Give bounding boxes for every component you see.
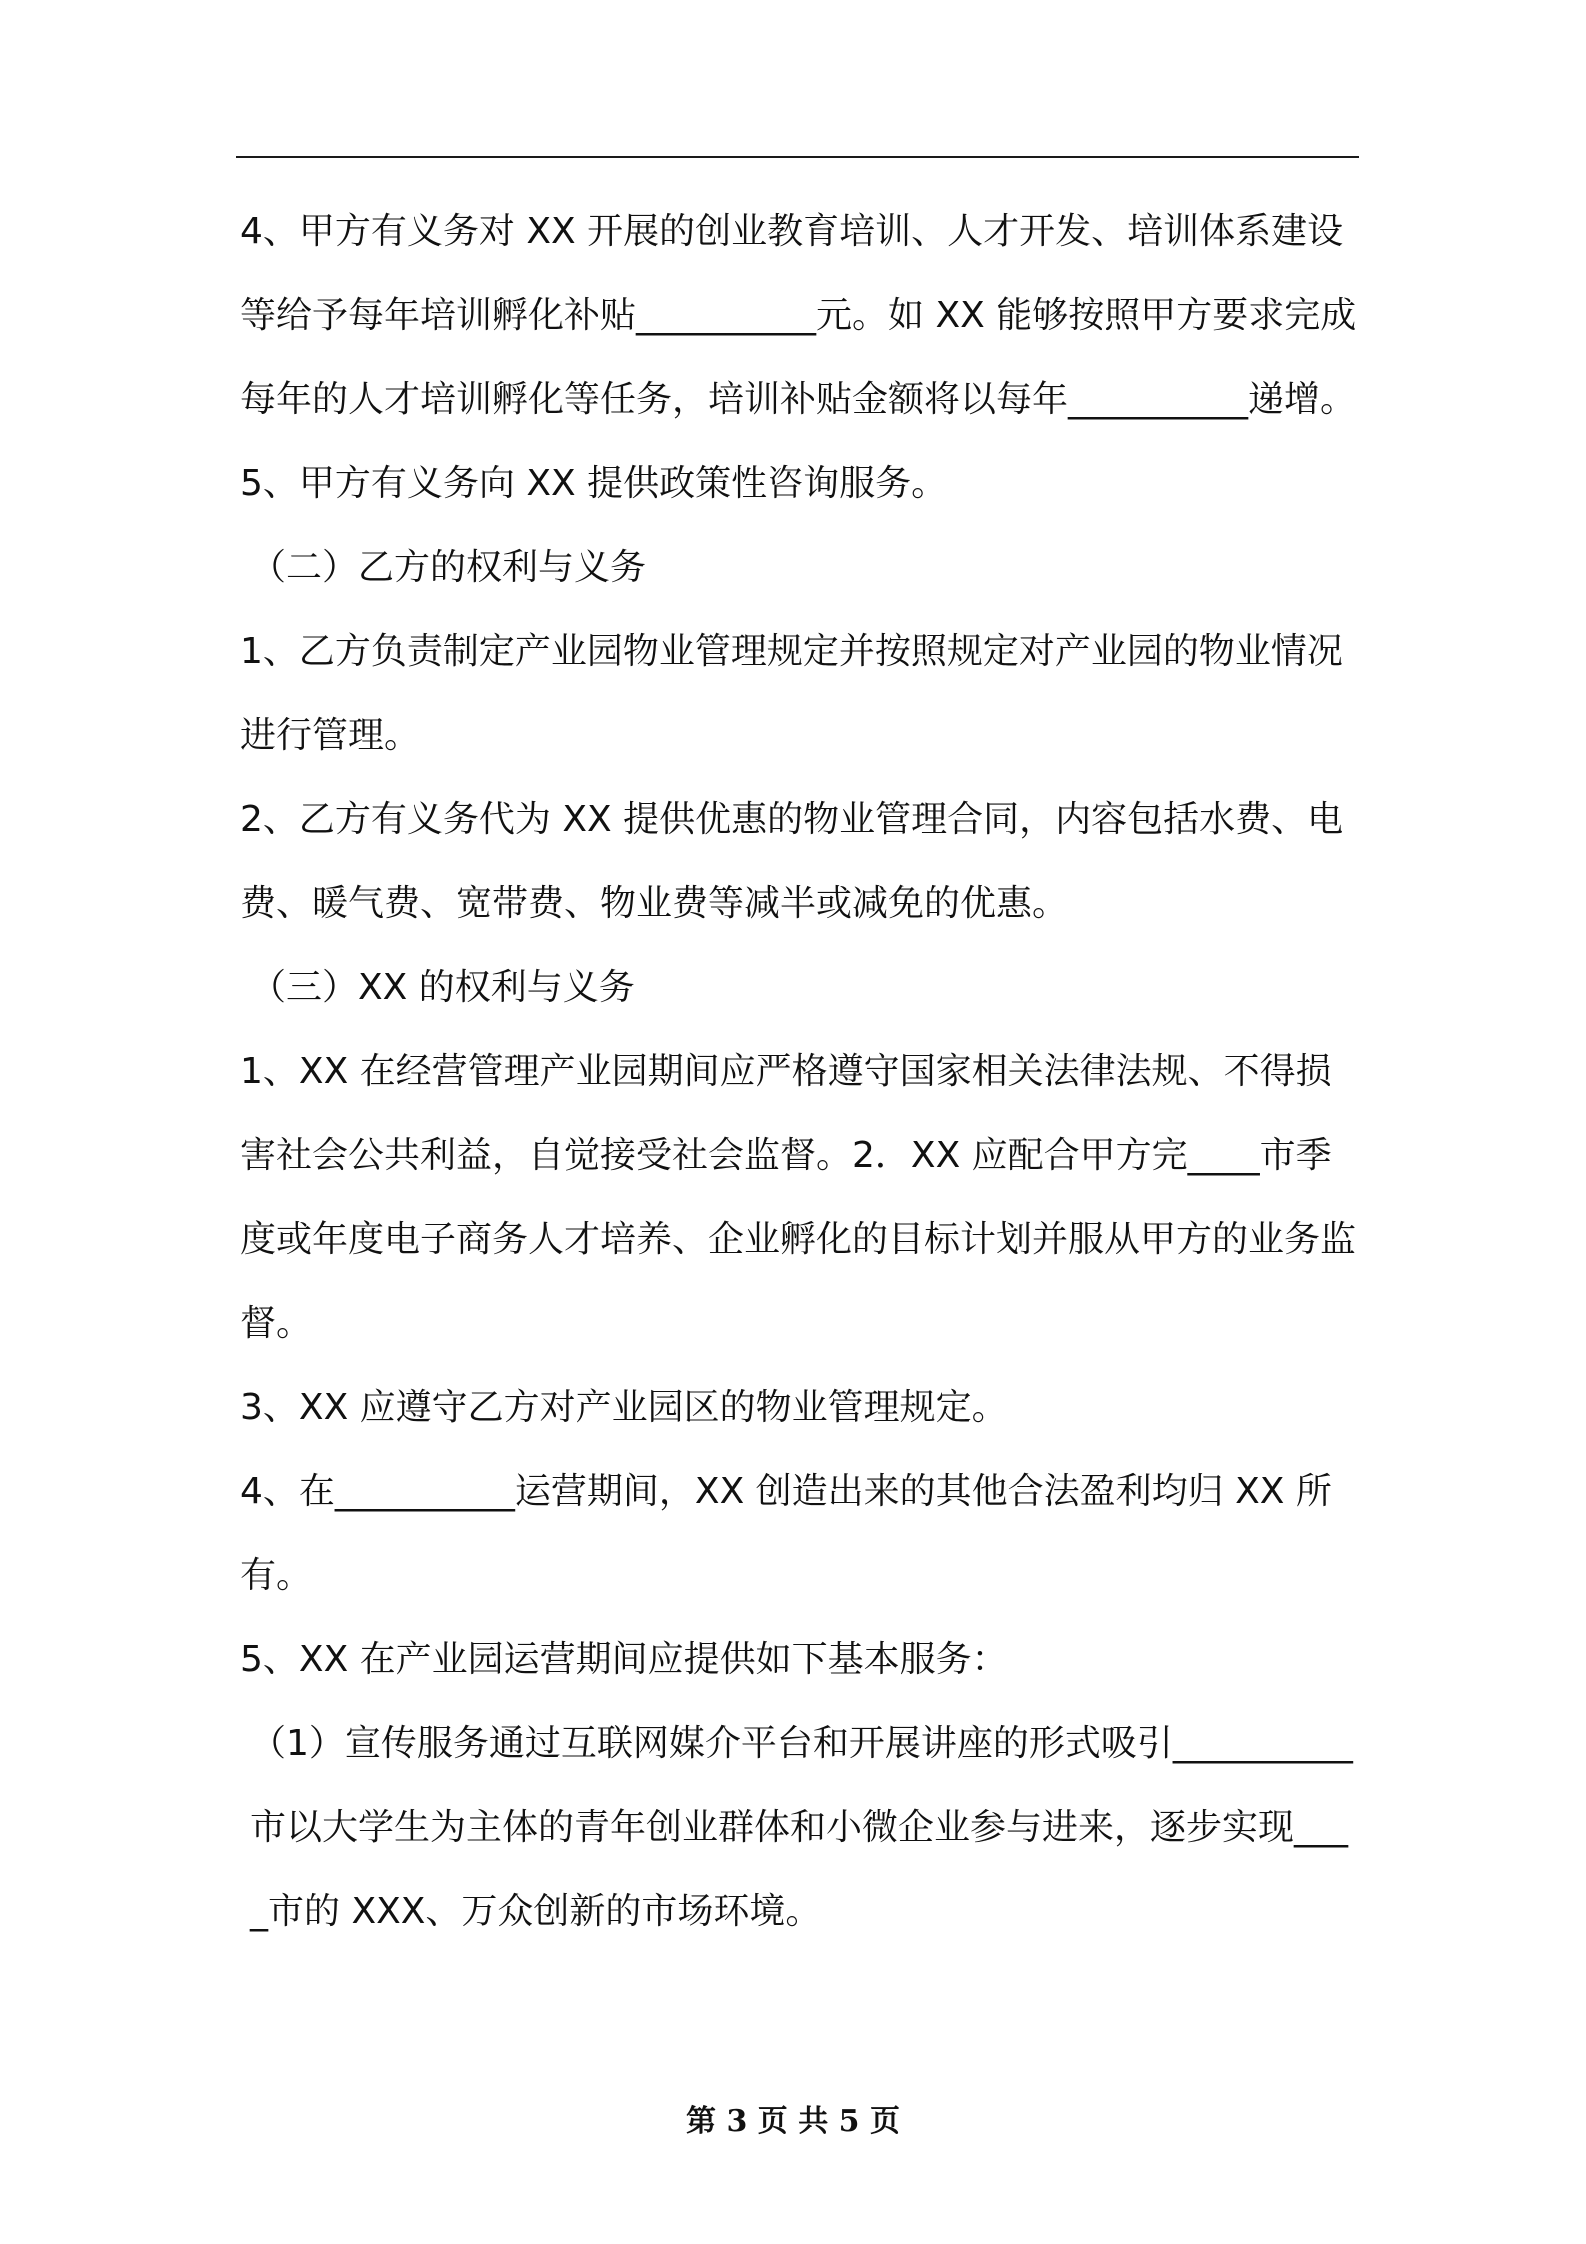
- section-heading-party-b: （二）乙方的权利与义务: [250, 547, 647, 588]
- paragraph-party-b-1: 1、乙方负责制定产业园物业管理规定并按照规定对产业园的物业情况进行管理。: [240, 631, 1343, 756]
- paragraph-service-1: （1）宣传服务通过互联网媒介平台和开展讲座的形式吸引__________市以大学生为主体的青年创业群体和小微企业参与进来，逐步实现____市的 XXX、万众创新的市场环境。: [250, 1723, 1353, 1932]
- paragraph-obligation-5: 5、甲方有义务向 XX 提供政策性咨询服务。: [240, 463, 948, 504]
- section-heading-xx: （三）XX 的权利与义务: [250, 967, 635, 1008]
- paragraph-obligation-4: 4、甲方有义务对 XX 开展的创业教育培训、人才开发、培训体系建设等给予每年培训孵化补贴__________元。如 XX 能够按照甲方要求完成每年的人才培训孵化等任务，培训补贴金额将以每年__________递增。: [240, 211, 1357, 420]
- paragraph-xx-1: 1、XX 在经营管理产业园期间应严格遵守国家相关法律法规、不得损害社会公共利益，自觉接受社会监督。2．XX 应配合甲方完____市季度或年度电子商务人才培养、企业孵化的目标计划并服从甲方的业务监督。: [240, 1051, 1357, 1344]
- page-number-footer: 第 3 页 共 5 页: [686, 2104, 900, 2139]
- paragraph-xx-5: 5、XX 在产业园运营期间应提供如下基本服务：: [240, 1639, 1008, 1680]
- paragraph-xx-4: 4、在__________运营期间，XX 创造出来的其他合法盈利均归 XX 所有。: [240, 1471, 1332, 1596]
- paragraph-xx-3: 3、XX 应遵守乙方对产业园区的物业管理规定。: [240, 1387, 1008, 1428]
- document-body: [240, 190, 1360, 1954]
- paragraph-party-b-2: 2、乙方有义务代为 XX 提供优惠的物业管理合同，内容包括水费、电费、暖气费、宽带费、物业费等减半或减免的优惠。: [240, 799, 1344, 924]
- header-rule: [236, 156, 1359, 158]
